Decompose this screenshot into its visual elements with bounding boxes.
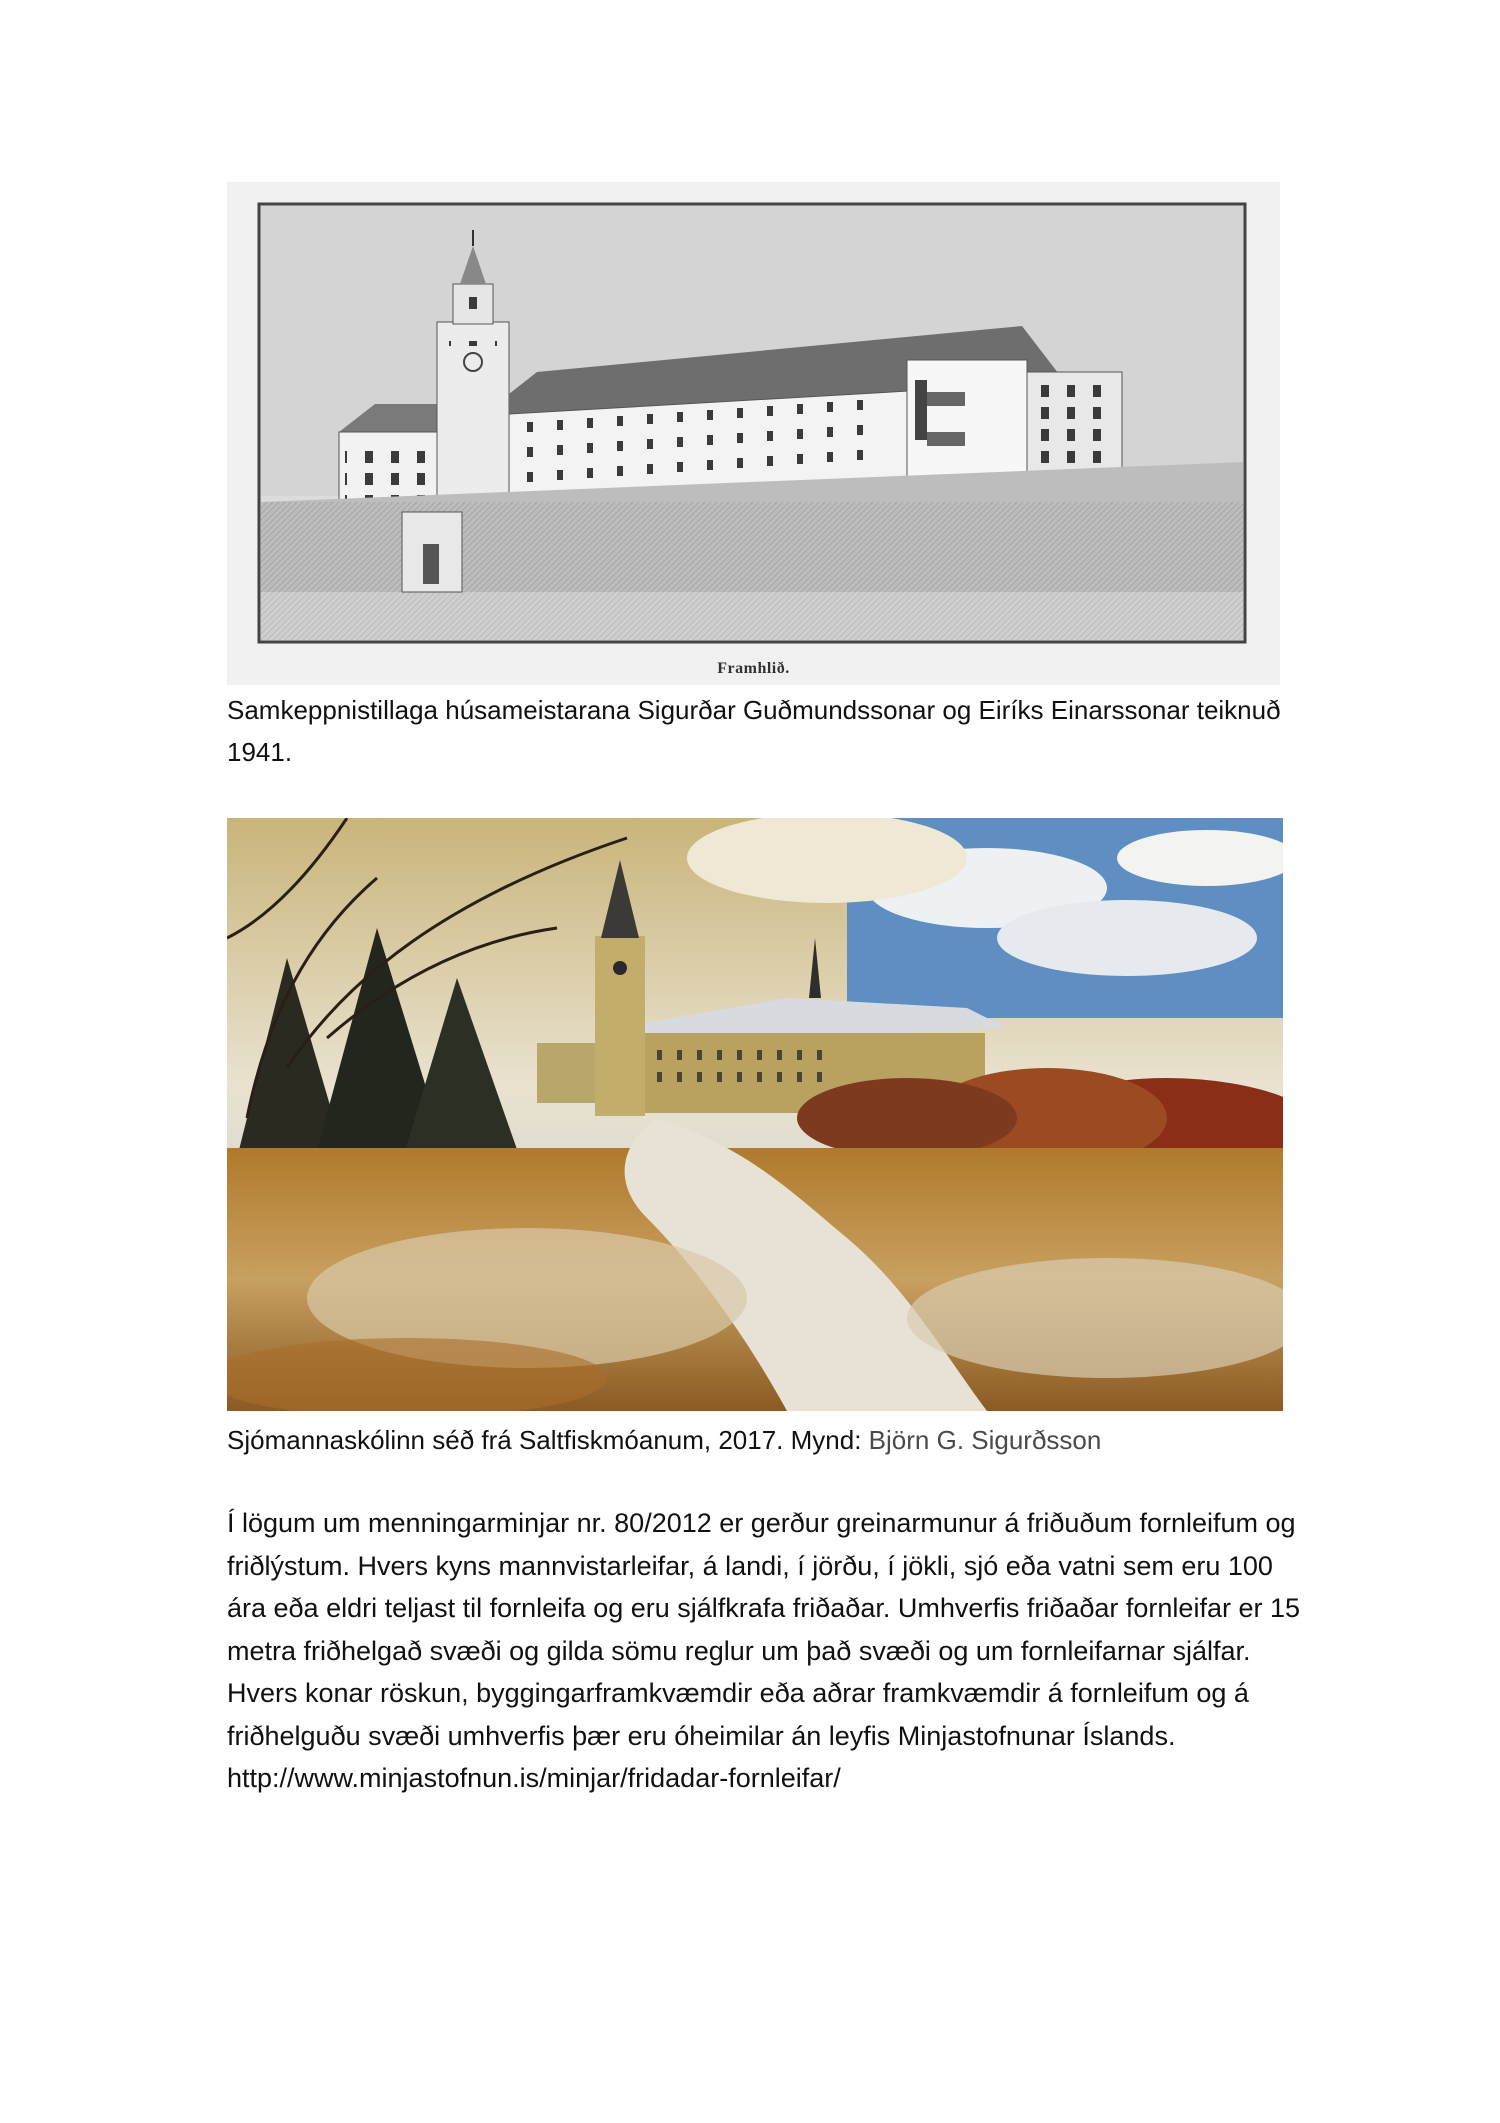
- body-text: [227, 1502, 1307, 1800]
- photo-figure: [227, 818, 1283, 1411]
- photo-credit: Björn G. Sigurðsson: [868, 1425, 1102, 1455]
- figure2-caption: [227, 1419, 1287, 1461]
- source-url[interactable]: http://www.minjastofnun.is/minjar/fridadar-fornleifar/: [227, 1763, 841, 1793]
- photo-image: [227, 818, 1283, 1411]
- sketch-drawing: [227, 182, 1280, 685]
- sketch-figure: [227, 182, 1280, 685]
- body-paragraph: Í lögum um menningarminjar nr. 80/2012 er gerður greinarmunur á friðuðum fornleifum og friðlýstum. Hvers kyns mannvistarleifar, á landi, í jörðu, í jökli, sjó eða vatni sem eru 100 ára eða eldri teljast til fornleifa og eru sjálfkrafa friðaðar. Umhverfis friðaðar fornleifar er 15 metra friðhelgað svæði og gilda sömu reglur um það svæði og um fornleifarnar sjálfar. Hvers konar röskun, byggingarframkvæmdir eða aðrar framkvæmdir á fornleifum og á friðhelguðu svæði umhverfis þær eru óheimilar án leyfis Minjastofnunar Íslands.: [227, 1508, 1300, 1751]
- sketch-label: Framhlið.: [717, 660, 790, 677]
- figure1-caption: Samkeppnistillaga húsameistarana Sigurðar Guðmundssonar og Eiríks Einarssonar teiknuð 1941.: [227, 695, 1281, 767]
- caption-text: Sjómannaskólinn séð frá Saltfiskmóanum, 2017. Mynd:: [227, 1425, 869, 1455]
